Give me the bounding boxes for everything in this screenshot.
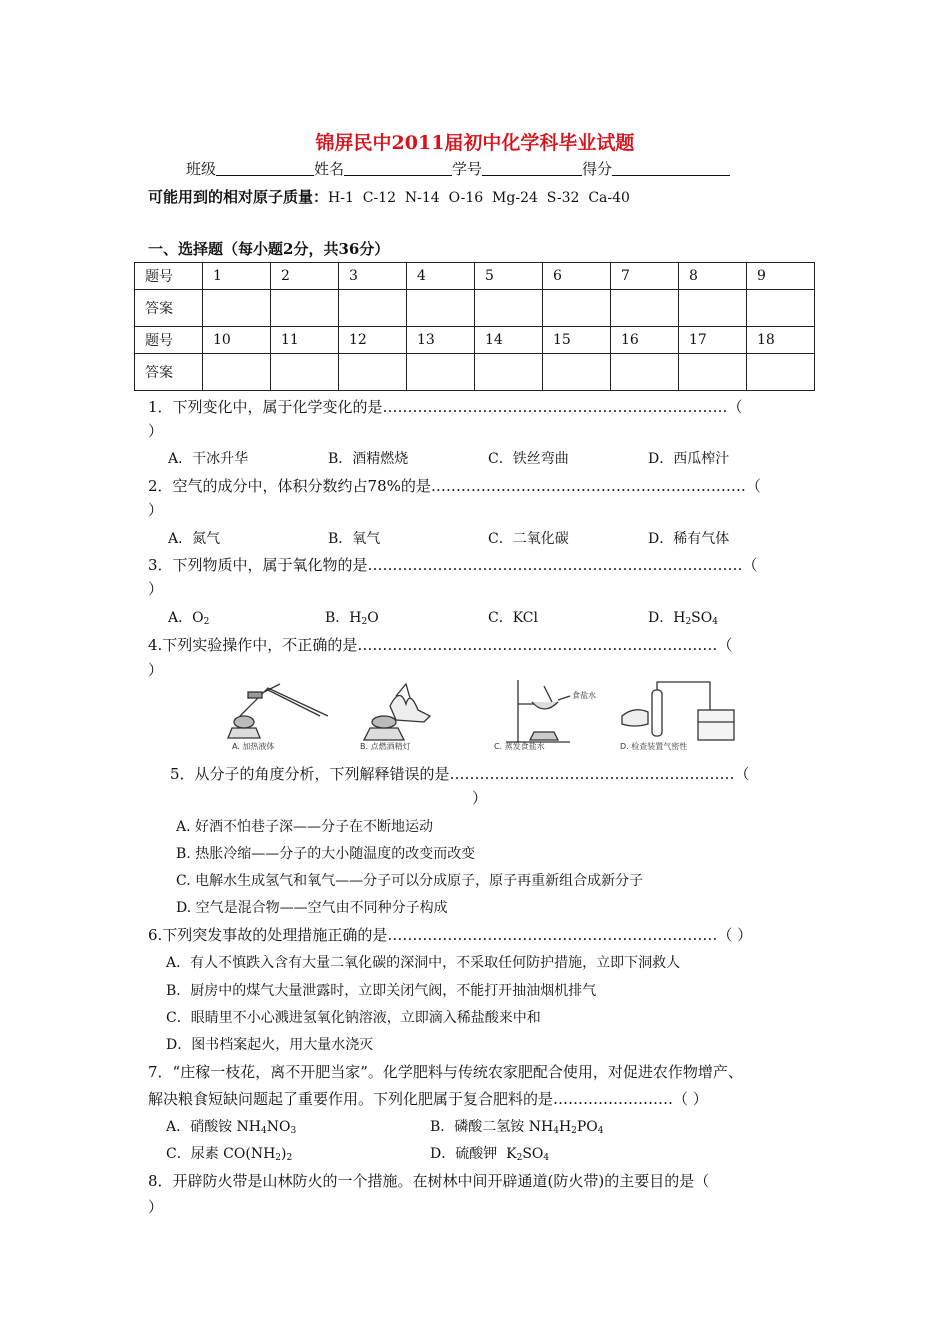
fig-d-airtight: [622, 682, 734, 740]
answer-cell[interactable]: [475, 354, 543, 391]
q3-option-a[interactable]: [168, 607, 209, 627]
fig-b-lighting-lamp: [364, 684, 430, 740]
q2-option-c[interactable]: C．二氧化碳: [488, 531, 569, 547]
question-1-stem: 1．下列变化中，属于化学变化的是……………………………………………………………（: [148, 398, 743, 416]
answer-cell[interactable]: [747, 290, 815, 327]
table-cell: 9: [747, 263, 815, 290]
answer-cell[interactable]: [475, 290, 543, 327]
section-heading: 一、选择题（每小题2分，共36分）: [148, 240, 390, 258]
score-field[interactable]: [612, 160, 730, 176]
q7-a-mid: NO: [266, 1119, 291, 1135]
table-cell: 5: [475, 263, 543, 290]
q5-option-c[interactable]: C. 电解水生成氢气和氧气——分子可以分成原子，原子再重新组合成新分子: [176, 873, 644, 889]
answer-cell[interactable]: [543, 290, 611, 327]
fig-c-caption: C. 蒸发食盐水: [494, 742, 545, 751]
question-2-stem: 2．空气的成分中，体积分数约占78%的是………………………………………………………（: [148, 477, 761, 495]
q5-option-a[interactable]: A. 好酒不怕巷子深——分子在不断地运动: [176, 819, 434, 835]
q5-option-d[interactable]: D. 空气是混合物——空气由不同种分子构成: [176, 900, 448, 916]
question-3-stem: 3．下列物质中，属于氧化物的是…………………………………………………………………（: [148, 556, 758, 574]
q3-d-sub1: 2: [685, 617, 692, 627]
answer-cell[interactable]: [339, 290, 407, 327]
fig-a-caption: A. 加热液体: [232, 742, 275, 751]
table-cell: 13: [407, 327, 475, 354]
answer-table: [134, 262, 815, 391]
atomic-mass-values: H-1 C-12 N-14 O-16 Mg-24 S-32 Ca-40: [328, 190, 630, 206]
score-label: 得分: [582, 160, 613, 178]
question-6-stem: 6.下列突发事故的处理措施正确的是…………………………………………………………（ ）: [148, 926, 753, 944]
q3-a-sub: 2: [203, 617, 210, 627]
name-label: 姓名: [314, 160, 345, 178]
q3-d-sub2: 4: [712, 617, 718, 627]
q3-option-c[interactable]: C．KCl: [488, 610, 538, 626]
q7-b-text: B．磷酸二氢铵 NH: [430, 1119, 554, 1135]
answer-cell[interactable]: [679, 290, 747, 327]
fig-c-evaporating: [506, 680, 570, 742]
q7-b-sub2: 2: [571, 1126, 577, 1136]
q2-option-b[interactable]: B．氧气: [328, 531, 381, 547]
answer-cell[interactable]: [611, 354, 679, 391]
q7-b-sub3: 4: [597, 1126, 604, 1136]
question-7-line1: 7．“庄稼一枝花，离不开肥当家”。化学肥料与传统农家肥配合使用，对促进农作物增产、: [148, 1063, 743, 1081]
q7-option-d[interactable]: [430, 1143, 549, 1163]
q7-b-sub1: 4: [553, 1126, 559, 1136]
q5-option-b[interactable]: B. 热胀冷缩——分子的大小随温度的改变而改变: [176, 846, 476, 862]
table-cell: 12: [339, 327, 407, 354]
q3-option-b[interactable]: [325, 607, 379, 627]
q2-option-d[interactable]: D．稀有气体: [648, 531, 730, 547]
table-cell: 11: [271, 327, 339, 354]
q7-c-text: C．尿素 CO(NH: [166, 1146, 276, 1162]
table-cell: 3: [339, 263, 407, 290]
fig-b-caption: B. 点燃酒精灯: [360, 742, 411, 751]
table-answer-label: 答案: [135, 290, 203, 327]
table-cell: 8: [679, 263, 747, 290]
answer-cell[interactable]: [271, 354, 339, 391]
table-cell: 17: [679, 327, 747, 354]
q1-option-c[interactable]: C．铁丝弯曲: [488, 451, 569, 467]
q6-option-a[interactable]: A．有人不慎跌入含有大量二氧化碳的深洞中，不采取任何防护措施，立即下洞救人: [166, 955, 681, 971]
question-1-close: ）: [148, 422, 164, 440]
table-cell: 6: [543, 263, 611, 290]
table-cell: 7: [611, 263, 679, 290]
answer-cell[interactable]: [407, 290, 475, 327]
q3-b-tail: O: [367, 610, 379, 626]
class-field[interactable]: [216, 160, 314, 176]
question-3-close: ）: [148, 580, 164, 598]
fig-d-caption: D. 检查装置气密性: [620, 742, 688, 751]
q6-option-b[interactable]: B．厨房中的煤气大量泄露时，立即关闭气阀，不能打开抽油烟机排气: [166, 983, 597, 999]
q6-option-c[interactable]: C．眼睛里不小心溅进氢氧化钠溶液，立即滴入稀盐酸来中和: [166, 1010, 541, 1026]
q7-b-mid: H: [558, 1119, 572, 1135]
answer-cell[interactable]: [679, 354, 747, 391]
lab-operation-figure: [220, 676, 765, 752]
q7-a-sub1: 4: [261, 1126, 267, 1136]
table-cell: 16: [611, 327, 679, 354]
table-cell: 1: [203, 263, 271, 290]
atomic-mass-label: 可能用到的相对原子质量：: [148, 188, 329, 206]
page-title: 锦屏民中2011届初中化学科毕业试题: [315, 132, 635, 154]
answer-cell[interactable]: [271, 290, 339, 327]
table-cell: 15: [543, 327, 611, 354]
answer-cell[interactable]: [543, 354, 611, 391]
answer-cell[interactable]: [203, 290, 271, 327]
number-label: 学号: [452, 160, 483, 178]
q7-d-mid: SO: [522, 1146, 544, 1162]
answer-cell[interactable]: [339, 354, 407, 391]
answer-cell[interactable]: [611, 290, 679, 327]
fig-c-label: 食盐水: [572, 691, 596, 700]
question-8-stem: 8．开辟防火带是山林防火的一个措施。在树林中间开辟通道(防火带)的主要目的是（: [148, 1172, 710, 1190]
table-cell: 10: [203, 327, 271, 354]
q3-option-d[interactable]: [648, 607, 718, 627]
table-cell: 2: [271, 263, 339, 290]
answer-cell[interactable]: [407, 354, 475, 391]
q3-d-mid: SO: [691, 610, 713, 626]
q3-a-text: A．O: [168, 610, 204, 626]
answer-cell[interactable]: [747, 354, 815, 391]
q1-option-d[interactable]: D．西瓜榨汁: [648, 451, 730, 467]
q7-d-text: D．硫酸钾 K: [430, 1146, 517, 1162]
table-answer-label: 答案: [135, 354, 203, 391]
student-info-line: [186, 158, 730, 179]
q7-d-sub1: 2: [516, 1153, 523, 1163]
question-8-close: ）: [148, 1198, 164, 1216]
question-4-close: ）: [148, 661, 164, 679]
q3-b-text: B．H: [325, 610, 362, 626]
name-field[interactable]: [344, 160, 452, 176]
q1-option-a[interactable]: A．干冰升华: [168, 451, 249, 467]
q3-b-sub: 2: [361, 617, 368, 627]
q7-c-mid: ): [281, 1146, 287, 1162]
atomic-mass-line: [148, 186, 630, 207]
q7-b-mid2: PO: [576, 1119, 598, 1135]
q7-c-sub2: 2: [286, 1153, 293, 1163]
q6-option-d[interactable]: D．图书档案起火，用大量水浇灭: [166, 1037, 374, 1053]
q7-d-sub2: 4: [543, 1153, 550, 1163]
table-cell: 18: [747, 327, 815, 354]
question-4-stem: 4.下列实验操作中，不正确的是………………………………………………………………（: [148, 636, 733, 654]
question-5-close: ）: [472, 789, 488, 807]
q2-option-a[interactable]: A．氮气: [168, 531, 221, 547]
table-cell: 14: [475, 327, 543, 354]
q7-c-sub1: 2: [275, 1153, 282, 1163]
table-row-label: 题号: [135, 263, 203, 290]
number-field[interactable]: [482, 160, 582, 176]
question-7-line2: 解决粮食短缺问题起了重要作用。下列化肥属于复合肥料的是……………………（ ）: [148, 1090, 708, 1108]
q7-option-a[interactable]: [166, 1116, 296, 1136]
q7-a-text: A．硝酸铵 NH: [166, 1119, 262, 1135]
table-cell: 4: [407, 263, 475, 290]
answer-cell[interactable]: [203, 354, 271, 391]
question-2-close: ）: [148, 501, 164, 519]
q7-a-sub2: 3: [290, 1126, 297, 1136]
class-label: 班级: [186, 160, 217, 178]
q7-option-b[interactable]: [430, 1116, 604, 1136]
question-5-stem: 5．从分子的角度分析，下列解释错误的是…………………………………………………（: [170, 765, 750, 783]
q3-d-text: D．H: [648, 610, 686, 626]
q1-option-b[interactable]: B．酒精燃烧: [328, 451, 409, 467]
q7-option-c[interactable]: [166, 1143, 292, 1163]
fig-a-heating-liquid: [228, 684, 328, 738]
table-row-label: 题号: [135, 327, 203, 354]
